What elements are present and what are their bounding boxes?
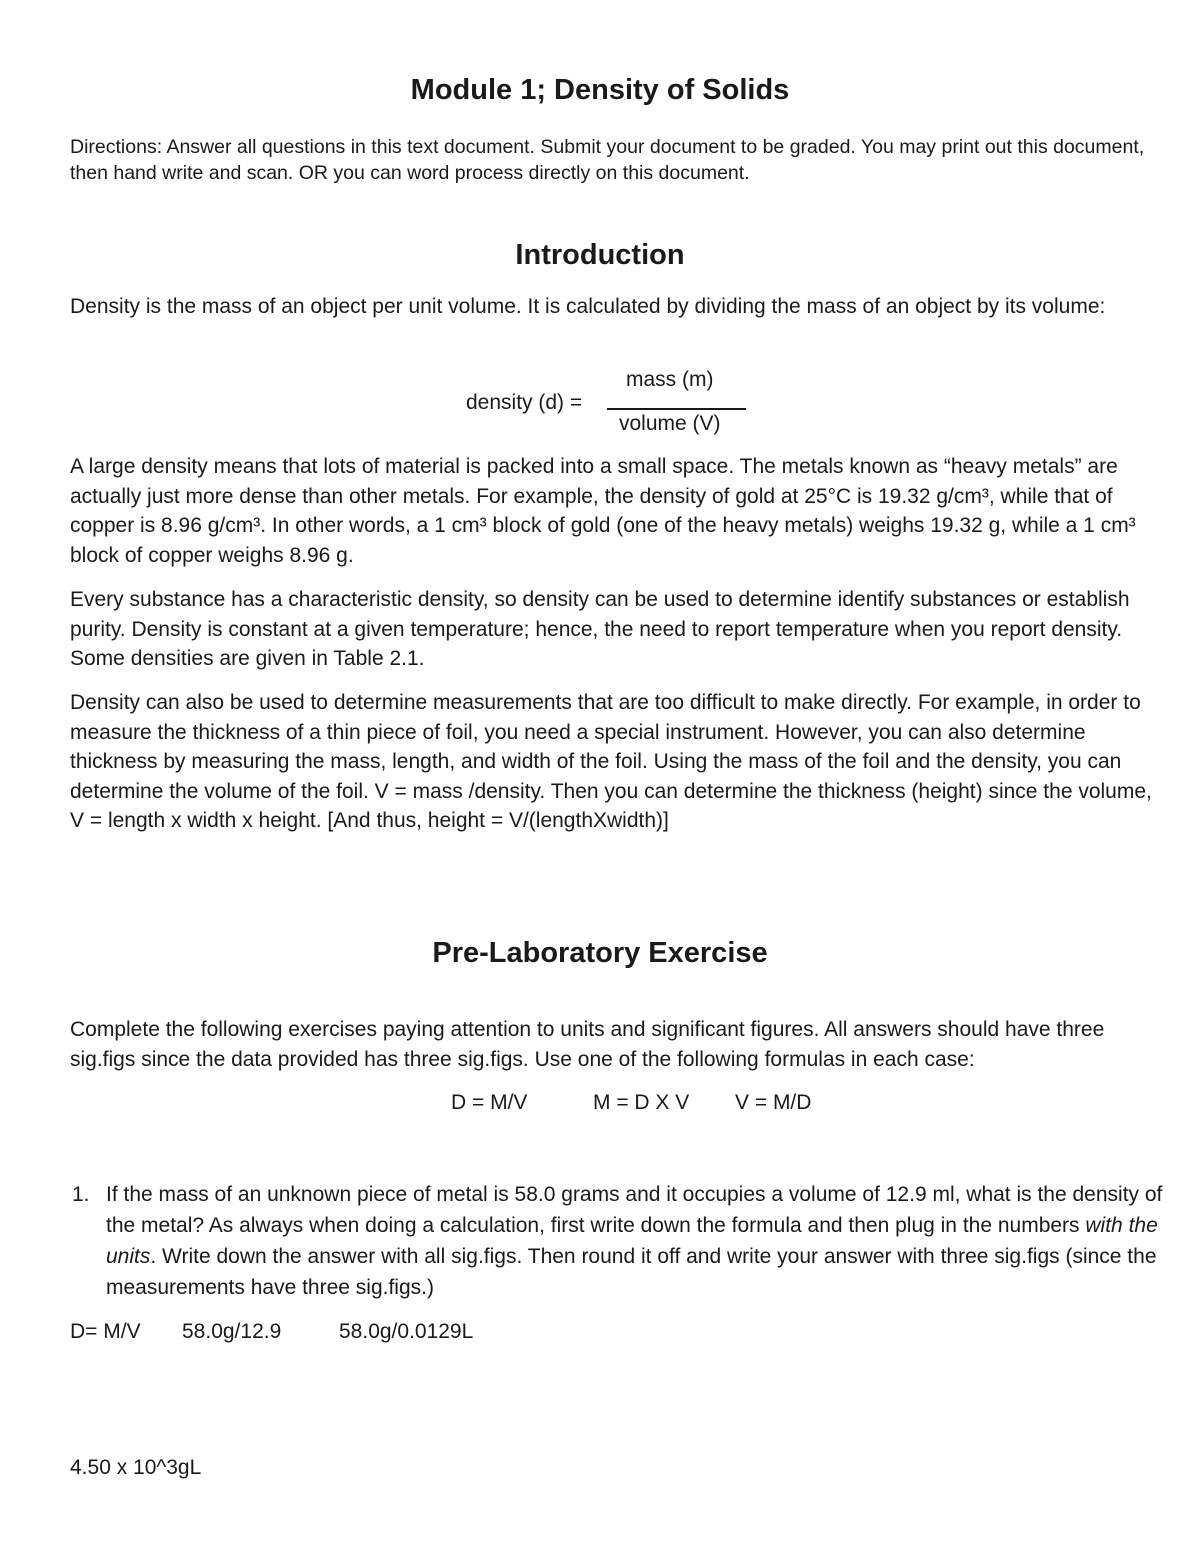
introduction-paragraph-2: A large density means that lots of material is packed into a small space. The metals known as “heavy metals” are actually just more dense than other metals. For example, the density of gold at 25°C is 19.32 g/cm³, while that of copper is 8.96 g/cm³. In other words, a 1 cm³ block of gold (one of the heavy metals) weighs 19.32 g, while a 1 cm³ block of copper weighs 8.96 g. <box>70 455 1136 567</box>
introduction-paragraph-1: Density is the mass of an object per unit volume. It is calculated by dividing the mass of an object by its volume: <box>70 295 1106 318</box>
formula-lhs: density (d) = <box>466 391 583 414</box>
introduction-paragraph-3: Every substance has a characteristic density, so density can be used to determine identify substances or establish purity. Density is constant at a given temperature; hence, the need to report temperature when you report density. Some densities are given in Table 2.1. <box>70 588 1130 670</box>
introduction-heading: Introduction <box>515 239 685 271</box>
formula-density: D = M/V <box>451 1091 528 1114</box>
formula-numerator: mass (m) <box>626 368 714 391</box>
question-number: 1. <box>72 1183 90 1206</box>
formula-denominator: volume (V) <box>619 412 721 435</box>
question-text-emphasis: with the units <box>106 1214 1158 1268</box>
directions-text: Directions: Answer all questions in this text document. Submit your document to be graded. You may print out this document, then hand write and scan. OR you can word process directly on this document. <box>70 136 1145 184</box>
answer-result: 4.50 x 10^3gL <box>70 1456 202 1479</box>
answer-substitution-1: 58.0g/12.9 <box>182 1320 282 1343</box>
question-text <box>106 1179 1191 1303</box>
prelab-paragraph-1: Complete the following exercises paying attention to units and significant figures. All answers should have three sig.figs since the data provided has three sig.figs. Use one of the following formulas in each case: <box>70 1018 1105 1071</box>
fraction-bar <box>607 408 746 410</box>
formula-mass: M = D X V <box>593 1091 690 1114</box>
question-text-end: . Write down the answer with all sig.figs. Then round it off and write your answer with three sig.figs (since the measurements have three sig.figs.) <box>106 1245 1157 1299</box>
answer-formula: D= M/V <box>70 1320 141 1343</box>
prelab-heading: Pre-Laboratory Exercise <box>432 937 768 969</box>
formula-volume: V = M/D <box>735 1091 812 1114</box>
answer-substitution-2: 58.0g/0.0129L <box>339 1320 474 1343</box>
page-title: Module 1; Density of Solids <box>410 74 790 106</box>
introduction-paragraph-4: Density can also be used to determine measurements that are too difficult to make directly. For example, in order to measure the thickness of a thin piece of foil, you need a special instrument. However, you can also determine thickness by measuring the mass, length, and width of the foil. Using the mass of the foil and the density, you can determine the volume of the foil. V = mass /density. Then you can determine the thickness (height) since the volume, V = length x width x height. [And thus, height = V/(lengthXwidth)] <box>70 691 1152 832</box>
question-text-start: If the mass of an unknown piece of metal is 58.0 grams and it occupies a volume of 12.9 ml, what is the density of the metal? As always when doing a calculation, first write down the formula and then plug in the numbers <box>106 1183 1163 1237</box>
